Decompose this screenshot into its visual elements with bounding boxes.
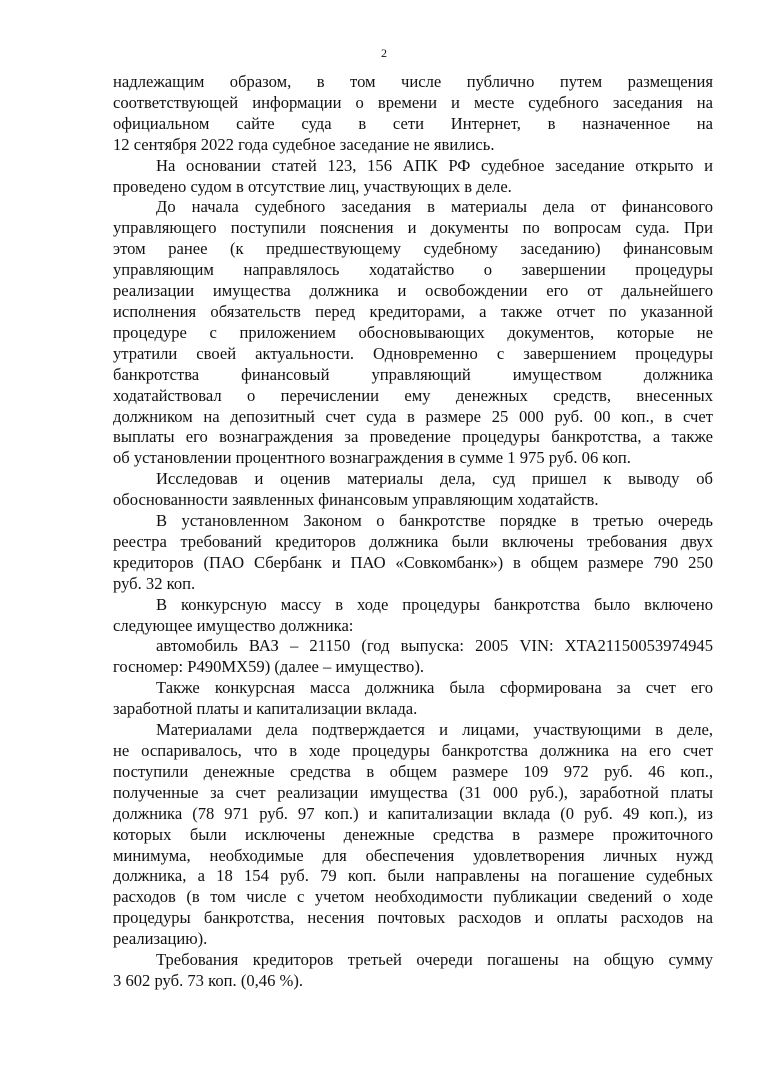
paragraph: [113, 72, 713, 156]
text-line: должником на депозитный счет суда в размере 25 000 руб. 00 коп., в счет: [113, 406, 713, 426]
paragraph: [113, 156, 713, 198]
text-line: реализацию).: [113, 929, 208, 949]
text-line: 12 сентября 2022 года судебное заседание не явились.: [113, 134, 495, 154]
text-line: поступили денежные средства в общем размере 109 972 руб. 46 коп.,: [113, 761, 713, 781]
text-line: До начала судебного заседания в материалы дела от финансового: [156, 197, 713, 217]
text-line: надлежащим образом, в том числе публично путем размещения: [113, 72, 713, 91]
text-line: госномер: Р490МХ59) (далее – имущество).: [113, 657, 425, 677]
text-line: 3 602 руб. 73 коп. (0,46 %).: [113, 970, 304, 990]
text-line: Материалами дела подтверждается и лицами, участвующими в деле,: [156, 720, 713, 740]
text-line: обоснованности заявленных финансовым управляющим ходатайств.: [113, 490, 599, 510]
text-line: не оспаривалось, что в ходе процедуры банкротства должника на его счет: [113, 741, 713, 760]
text-line: соответствующей информации о времени и месте судебного заседания на: [113, 92, 713, 112]
text-line: автомобиль ВАЗ – 21150 (год выпуска: 2005 VIN: XTA21150053974945: [156, 636, 713, 656]
paragraph: [113, 720, 713, 950]
paragraph: [113, 469, 713, 511]
text-line: процедуре с приложением обосновывающих документов, которые не: [113, 322, 713, 342]
text-line: кредиторов (ПАО Сбербанк и ПАО «Совкомбанк») в общем размере 790 250: [113, 552, 713, 572]
text-line: реестра требований кредиторов должника были включены требования двух: [113, 531, 713, 551]
document-body: [113, 72, 713, 992]
text-line: выплаты его вознаграждения за проведение процедуры банкротства, а также: [113, 427, 713, 447]
text-line: должника, а 18 154 руб. 79 коп. были направлены на погашение судебных: [113, 866, 713, 886]
text-line: управляющего поступили пояснения и документы по вопросам суда. При: [113, 218, 713, 238]
text-line: должника (78 971 руб. 97 коп.) и капитализации вклада (0 руб. 49 коп.), из: [113, 803, 713, 823]
text-line: расходов (в том числе с учетом необходимости публикации сведений о ходе: [113, 887, 713, 907]
text-line: следующее имущество должника:: [113, 615, 354, 635]
page-number: 2: [381, 46, 387, 60]
text-line: которых были исключены денежные средства в размере прожиточного: [113, 824, 713, 844]
text-line: об установлении процентного вознаграждения в сумме 1 975 руб. 06 коп.: [113, 448, 631, 468]
text-line: проведено судом в отсутствие лиц, участвующих в деле.: [113, 176, 512, 196]
text-line: минимума, необходимые для обеспечения удовлетворения личных нужд: [113, 845, 713, 865]
paragraph: [113, 595, 713, 637]
paragraph: [113, 197, 713, 469]
text-line: руб. 32 коп.: [113, 573, 196, 593]
paragraph: [113, 511, 713, 595]
text-line: На основании статей 123, 156 АПК РФ судебное заседание открыто и: [156, 155, 713, 175]
text-line: В установленном Законом о банкротстве порядке в третью очередь: [156, 511, 713, 531]
paragraph: [113, 636, 713, 678]
text-line: полученные за счет реализации имущества (31 000 руб.), заработной платы: [113, 782, 713, 802]
text-line: В конкурсную массу в ходе процедуры банкротства было включено: [156, 594, 713, 614]
text-line: Требования кредиторов третьей очереди погашены на общую сумму: [156, 950, 713, 970]
text-line: исполнения обязательств перед кредиторами, а также отчет по указанной: [113, 301, 713, 321]
text-line: утратили своей актуальности. Одновременно с завершением процедуры: [113, 343, 713, 363]
text-line: Исследовав и оценив материалы дела, суд пришел к выводу об: [156, 469, 713, 489]
text-line: заработной платы и капитализации вклада.: [113, 699, 418, 719]
text-line: ходатайствовал о перечислении ему денежных средств, внесенных: [113, 385, 713, 405]
text-line: управляющим направлялось ходатайство о завершении процедуры: [113, 260, 713, 280]
text-line: банкротства финансовый управляющий имуществом должника: [113, 364, 713, 384]
text-line: процедуры банкротства, несения почтовых расходов и оплаты расходов на: [113, 908, 713, 928]
text-line: Также конкурсная масса должника была сформирована за счет его: [156, 678, 713, 698]
text-line: этом ранее (к предшествующему судебному заседанию) финансовым: [113, 239, 713, 259]
text-line: официальном сайте суда в сети Интернет, в назначенное на: [113, 113, 713, 133]
text-line: реализации имущества должника и освобождении его от дальнейшего: [113, 281, 713, 301]
paragraph: [113, 678, 713, 720]
paragraph: [113, 950, 713, 992]
